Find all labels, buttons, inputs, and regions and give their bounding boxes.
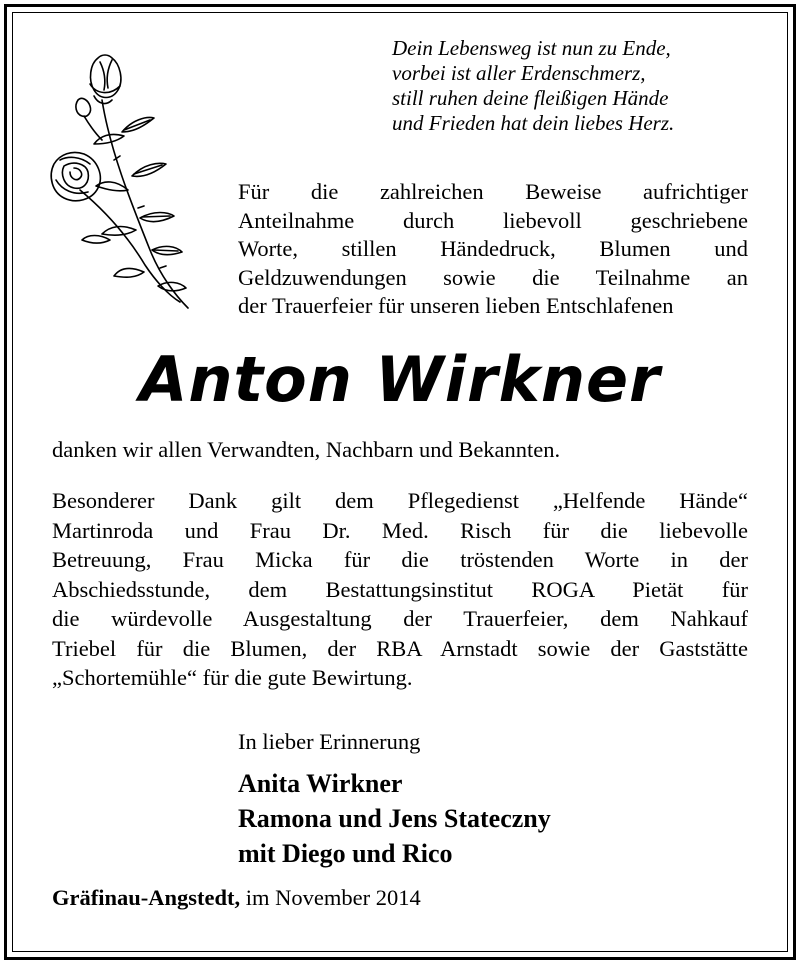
poem [392,36,772,136]
thanks-line: danken wir allen Verwandten, Nachbarn und Bekannten. [52,437,561,462]
signatory-name: mit Diego und Rico [238,839,453,868]
poem-line: Dein Lebensweg ist nun zu Ende, [392,36,671,60]
rose-icon [40,40,200,315]
special-thanks-paragraph [52,486,748,693]
intro-paragraph [238,178,748,321]
intro-line: Geldzuwendungen sowie die Teilnahme an [238,264,748,290]
intro-line: der Trauerfeier für unseren lieben Entschlafenen [238,293,674,318]
signatories [238,766,551,871]
poem-line: still ruhen deine fleißigen Hände [392,86,669,110]
special-thanks-line: Besonderer Dank gilt dem Pflegedienst „Helfende Hände“ [52,488,748,513]
special-thanks-line: Betreuung, Frau Micka für die tröstenden Worte in der [52,547,748,572]
place-town: Gräfinau-Angstedt, [52,885,241,910]
poem-line: und Frieden hat dein liebes Herz. [392,111,675,135]
signatory-name: Ramona und Jens Stateczny [238,804,551,833]
special-thanks-line: Triebel für die Blumen, der RBA Arnstadt sowie der Gaststätte [52,635,748,661]
deceased-name: Anton Wirkner [139,343,661,416]
special-thanks-line: die würdevolle Ausgestaltung der Trauerfeier, dem Nahkauf [52,606,748,631]
intro-line: Worte, stillen Händedruck, Blumen und [238,236,748,261]
special-thanks-line: „Schortemühle“ für die gute Bewirtung. [52,665,413,690]
signatory-name: Anita Wirkner [238,769,403,798]
intro-line: Für die zahlreichen Beweise aufrichtiger [238,179,748,204]
place-date: im November 2014 [245,885,421,910]
intro-line: Anteilnahme durch liebevoll geschriebene [238,207,748,233]
memory-label: In lieber Erinnerung [238,729,421,754]
place-date-line [52,884,421,912]
special-thanks-line: Abschiedsstunde, dem Bestattungsinstitut ROGA Pietät für [52,576,748,602]
poem-line: vorbei ist aller Erdenschmerz, [392,61,646,85]
special-thanks-line: Martinroda und Frau Dr. Med. Risch für die liebevolle [52,517,748,543]
